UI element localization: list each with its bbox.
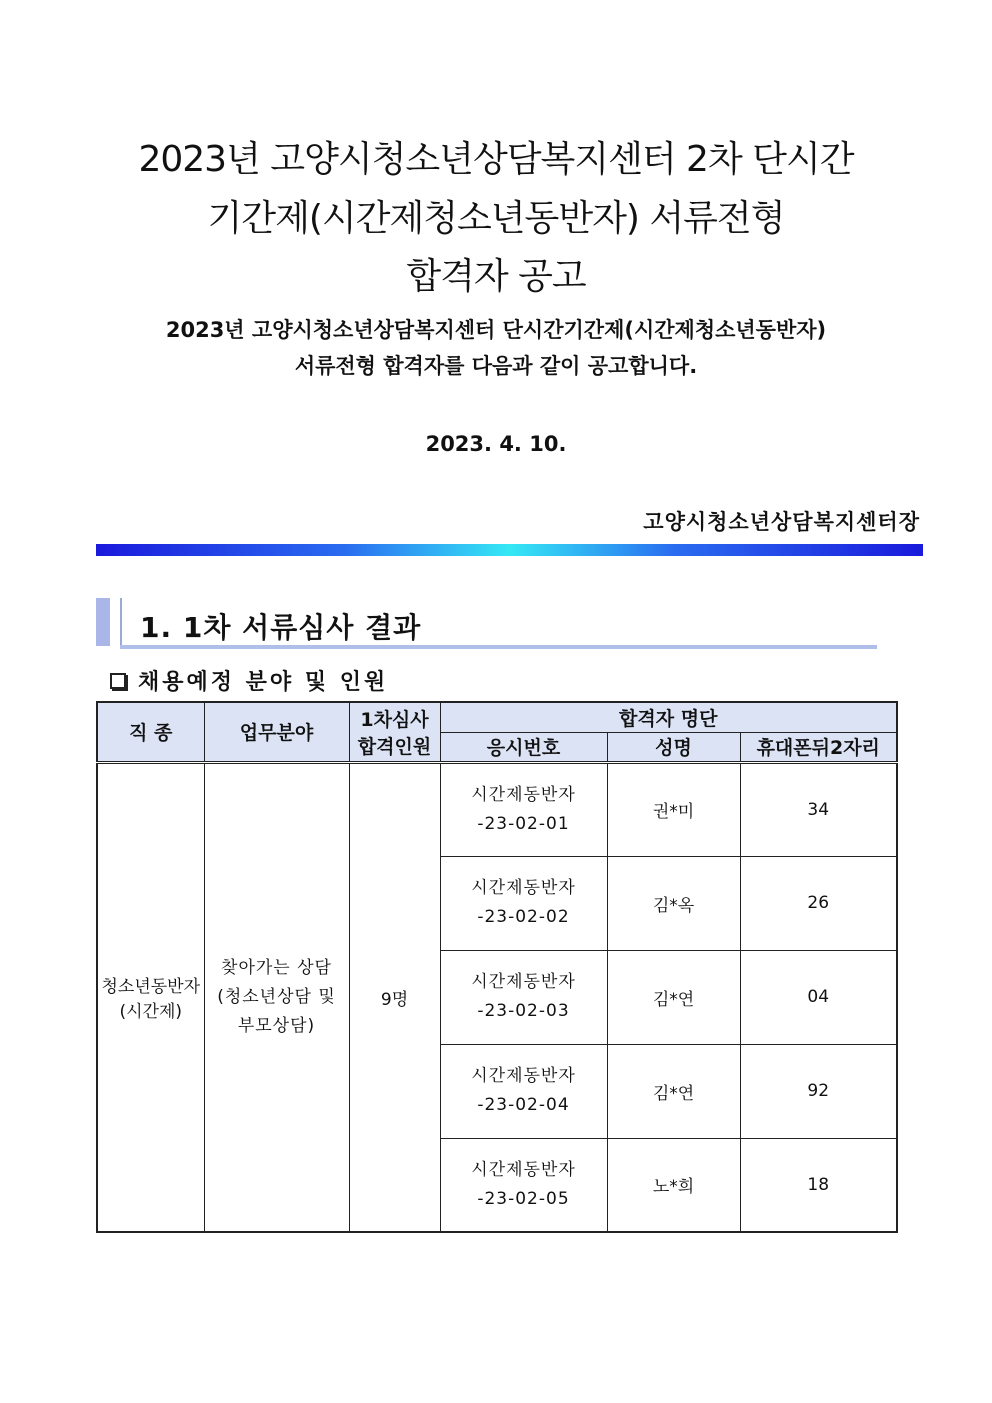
field-cell: [204, 762, 349, 1232]
field-line-2: (청소년상담 및: [217, 986, 336, 1007]
table-row: [97, 762, 897, 856]
header-field: 업무분야: [204, 702, 349, 762]
header-count-line-2: 합격인원: [357, 735, 432, 758]
header-count-line-1: 1차심사: [360, 708, 429, 731]
header-job: 직 종: [97, 702, 204, 762]
appno-cell: [440, 1138, 607, 1232]
field-line-1: 찾아가는 상담: [221, 957, 332, 978]
section-marker-line: [120, 598, 122, 646]
appno-line-1: 시간제동반자: [471, 784, 576, 805]
appno-cell: [440, 856, 607, 950]
header-name: 성명: [607, 732, 740, 762]
appno-line-1: 시간제동반자: [471, 878, 576, 898]
phone-cell: 92: [740, 1044, 897, 1138]
name-cell: 노*희: [607, 1138, 740, 1232]
section-title: 1. 1차 서류심사 결과: [140, 611, 422, 644]
checkbox-icon: [110, 673, 126, 689]
announcement-date: 2023. 4. 10.: [425, 432, 567, 456]
phone-cell: 04: [740, 950, 897, 1044]
section-underline: [120, 645, 877, 649]
appno-cell: [440, 762, 607, 856]
issuer: 고양시청소년상담복지센터장: [643, 510, 920, 534]
title-line-2: 기간제(시간제청소년동반자) 서류전형: [207, 198, 785, 239]
appno-line-2: -23-02-05: [477, 1188, 570, 1209]
appno-cell: [440, 1044, 607, 1138]
name-cell: 권*미: [607, 762, 740, 856]
name-cell: 김*연: [607, 950, 740, 1044]
count-cell: 9명: [349, 762, 440, 1232]
results-table: [96, 701, 898, 1233]
appno-line-2: -23-02-04: [477, 1095, 570, 1115]
subsection-title: 채용예정 분야 및 인원: [138, 670, 389, 695]
appno-line-1: 시간제동반자: [471, 1159, 576, 1180]
subsection-heading: [110, 665, 388, 696]
section-marker: [96, 598, 110, 646]
phone-cell: 18: [740, 1138, 897, 1232]
header-phone: 휴대폰뒤2자리: [740, 732, 897, 762]
appno-cell: [440, 950, 607, 1044]
phone-cell: 34: [740, 762, 897, 856]
header-count: [349, 702, 440, 762]
title-line-3: 합격자 공고: [406, 256, 586, 297]
title-line-1: 2023년 고양시청소년상담복지센터 2차 단시간: [138, 139, 854, 180]
appno-line-2: -23-02-01: [477, 813, 570, 834]
header-appno: 응시번호: [440, 732, 607, 762]
job-cell: [97, 762, 204, 1232]
subtitle-line-2: 서류전형 합격자를 다음과 같이 공고합니다.: [294, 354, 698, 378]
subtitle-line-1: 2023년 고양시청소년상담복지센터 단시간기간제(시간제청소년동반자): [165, 318, 827, 342]
divider-bar: [96, 544, 923, 556]
name-cell: 김*연: [607, 1044, 740, 1138]
field-line-3: 부모상담): [237, 1015, 316, 1036]
appno-line-2: -23-02-02: [477, 907, 570, 927]
header-passers-group: 합격자 명단: [440, 702, 897, 732]
appno-line-1: 시간제동반자: [471, 1066, 576, 1086]
name-cell: 김*옥: [607, 856, 740, 950]
appno-line-1: 시간제동반자: [471, 972, 576, 992]
job-line-1: 청소년동반자: [101, 977, 201, 998]
phone-cell: 26: [740, 856, 897, 950]
appno-line-2: -23-02-03: [477, 1001, 570, 1021]
job-line-2: (시간제): [119, 1002, 183, 1023]
